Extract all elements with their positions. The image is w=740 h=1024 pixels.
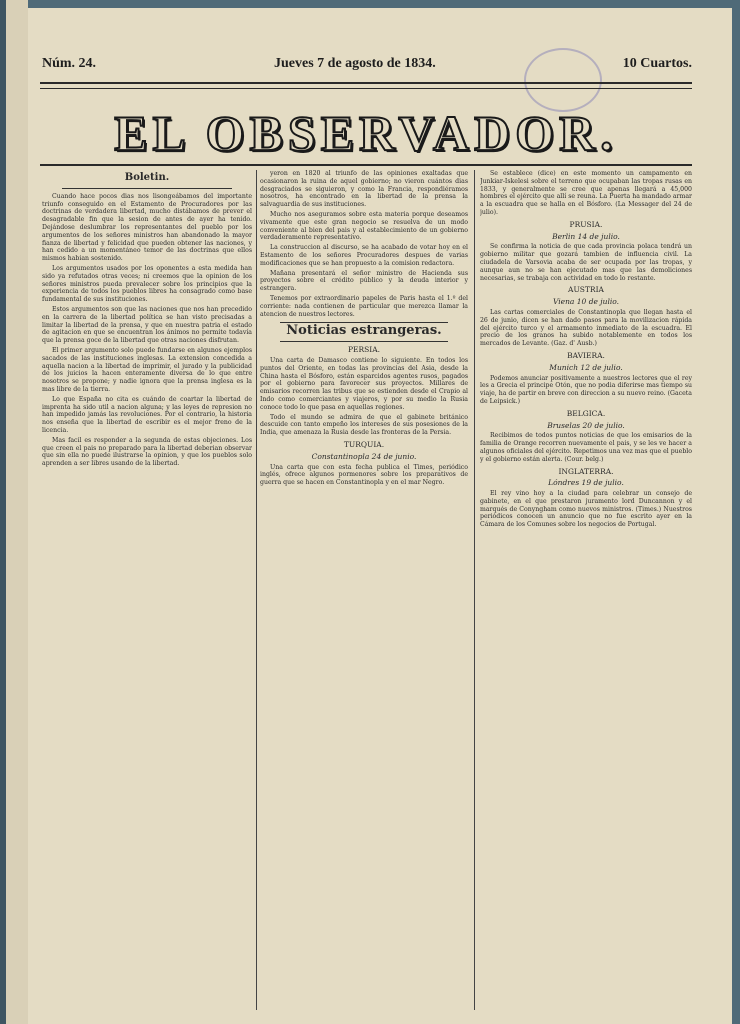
paragraph: Tenemos por extraordinario papeles de Paris hasta el 1.º del corriente: nada contienen de particular que merezca llamar la atencion de nuestros lectores. <box>260 294 468 318</box>
paragraph: Cuando hace pocos dias nos lisongeábamos del importante triunfo conseguido en el Estamento de Procuradores por las doctrinas de verdadera libertad, mucho distábamos de prever el desagradable fin que la sesion de antes de ayer ha tenido. Dejándose deslumbrar los representantes del pueblo por los argumentos de los señores ministros han abandonado la mayor fianza de libertad y felicidad que pueden obtener las naciones, y han cedido a un momentáneo temor de las doctrinas que ellos mismos habian sostenido. <box>42 192 252 263</box>
section-rule <box>280 341 448 342</box>
newspaper-page <box>28 8 732 1024</box>
issue-date: Jueves 7 de agosto de 1834. <box>274 56 436 71</box>
paragraph: Los argumentos usados por los oponentes a esta medida han sido ya refutados otras veces; ni creemos que la opinion de los señores ministros pueda prevalecer sobre los principios que la experiencia de todos los pueblos libres ha consagrado como base fundamental de sus instituciones. <box>42 264 252 304</box>
section-rule <box>62 188 232 189</box>
paragraph: Estos argumentos son que las naciones que nos han precedido en la carrera de la libertad política se han visto precisadas a limitar la libertad de la prensa, y que en nuestra patria el estado de agitacion en que se encuentran los ánimos no permite todavía que la prensa goce de la libertad que otras naciones disfrutan. <box>42 305 252 345</box>
turquia-dateline: Constantinopla 24 de junio. <box>311 451 417 461</box>
paragraph: Todo el mundo se admira de que el gabinete británico descuide con tanto empeño los intereses de sus posesiones de la India, que amenaza la Rusia desde las fronteras de la Persia. <box>260 413 468 437</box>
paragraph: Se confirma la noticia de que cada provincia polaca tendrá un gobierno militar que gozará tambien de influencia civil. La ciudadela de Varsovia acaba de ser ocupada por las tropas, y aunque aun no se han ejecutado mas que las demoliciones necesarias, se trabaja con actividad en todo lo restante. <box>480 243 692 282</box>
turquia-heading: TURQUIA. <box>343 439 385 449</box>
paragraph: Mucho nos aseguramos sobre esta materia porque deseamos vivamente que este gran negocio se resuelva de un modo conveniente al bien del pais y al establecimiento de un gobierno verdaderamente representativo. <box>260 210 468 242</box>
inglaterra-heading: INGLATERRA. <box>558 466 614 476</box>
belgica-heading: BELGICA. <box>566 408 606 418</box>
paragraph: Lo que España no cita es cuándo de coartar la libertad de imprenta ha sido util a nacion alguna; y las leyes de represion no han impedido jamás las revoluciones. Por el contrario, la historia nos enseña que la libertad de escribir es el mejor freno de la licencia. <box>42 395 252 434</box>
column-3 <box>480 170 692 1010</box>
persia-heading: PERSIA. <box>347 345 381 355</box>
masthead-rule-top-thin <box>40 88 692 89</box>
paragraph: Podemos anunciar positivamente a nuestros lectores que el rey les a Grecia el principe Otón, que no podia diferirse mas tiempo su viaje, ha de partir en breve con direccion a su nuevo reino. (Gaceta de Leipsick.) <box>480 374 692 405</box>
paragraph: Recibimos de todos puntos noticias de que los emisarios de la familia de Orange recorren nuevamente el pais, y se les ve hacer a algunos oficiales del ejército. Repetimos una vez mas que el pueblo y el gobierno están alerta. (Cour. belg.) <box>480 432 692 463</box>
austria-dateline: Viena 10 de julio. <box>552 297 620 307</box>
paragraph: Se establece (dice) en este momento un campamento en Junkiar-Iskelesi sobre el terreno que ocupaban las tropas rusas en 1833, y generalmente se cree que apenas llegará a 45,000 hombres el ejército que allí se reuna. La Puerta ha mandado armar a la escuadra que se halla en el Bósforo. (La Messager del 24 de julio). <box>480 170 692 216</box>
paragraph: yeron en 1820 al triunfo de las opiniones exaltadas que ocasionaron la ruina de aquel gobierno; no vieron cuántos dias desgraciados se siguieron, y como la Francia, respondiéramos nosotros, ha encontrado en la libertad de la prensa la salvaguardia de sus instituciones. <box>260 170 468 209</box>
paragraph: El primer argumento solo puede fundarse en algunos ejemplos sacados de las instituciones inglesas. La extension concedida a aquella nacion a la libertad de imprimir, el jurado y la publicidad de los juicios la hacen enteramente diversa de lo que entre nosotros se propone; y nadie ignora que la prensa inglesa es la mas libre de la tierra. <box>42 346 252 393</box>
belgica-dateline: Bruselas 20 de julio. <box>547 420 625 430</box>
paragraph: Las cartas comerciales de Constantinopla que llegan hasta el 26 de junio, dicen se han dado pasos para la movilizacion rápida del ejército turco y el armamento inmediato de la escuadra. El precio de los granos ha subido notablemente en todos los mercados de Levante. (Gaz. d' Ausb.) <box>480 308 692 348</box>
previous-page-edge <box>6 0 28 1024</box>
column-divider-1 <box>256 170 257 1010</box>
paragraph: Una carta de Damasco contiene lo siguiente. En todos los puntos del Oriente, en todas las provincias del Asia, desde la China hasta el Bósforo, están esparcidos agentes rusos, pagados por el gobierno para favorecer sus proyectos. Millares de emisarios recorren las tribus que se estienden desde el Crapio al Indo como comerciantes y viajeros, y por su medio la Rusia conoce todo lo que pasa en aquellas regiones. <box>260 356 468 411</box>
paragraph: El rey vino hoy a la ciudad para celebrar un consejo de gabinete, en el que prestaron juramento lord Duncannon y el marqués de Conyngham como nuevos ministros. (Times.) Nuestros periódicos conocen un anuncio que no fue escrito ayer en la Cámara de los Comunes sobre los negocios de Portugal. <box>480 490 692 529</box>
column-1 <box>42 170 252 1010</box>
austria-heading: AUSTRIA <box>568 285 604 295</box>
newspaper-title: EL OBSERVADOR. <box>114 105 618 161</box>
paragraph: Mas facil es responder a la segunda de estas objeciones. Los que creen el pais no preparado para la libertad deberian observar que sin ella no puede ilustrarse la opinion, y que los pueblos solo aprenden a ser libres usando de la libertad. <box>42 436 252 468</box>
prusia-heading: PRUSIA. <box>569 219 603 229</box>
column-2 <box>260 170 468 1010</box>
paragraph: La construccion al discurso, se ha acabado de votar hoy en el Estamento de los señores Procuradores despues de varias modificaciones que se han propuesto a la comision redactora. <box>260 244 468 267</box>
baviera-dateline: Munich 12 de julio. <box>549 362 623 372</box>
masthead-rule-top <box>40 82 692 84</box>
paragraph: Una carta que con esta fecha publica el Times, periódico inglés, ofrece algunos pormenores sobre los preparativos de guerra que se hacen en Constantinopla y en el mar Negro. <box>260 463 468 487</box>
baviera-heading: BAVIERA. <box>567 350 605 360</box>
issue-price: 10 Cuartos. <box>622 56 692 71</box>
prusia-dateline: Berlin 14 de julio. <box>552 231 620 241</box>
inglaterra-dateline: Lóndres 19 de julio. <box>548 478 624 488</box>
issue-number: Núm. 24. <box>42 56 97 71</box>
paragraph: Mañana presentará el señor ministro de Hacienda sus proyectos sobre el crédito público y la deuda interior y estrangera. <box>260 269 468 293</box>
foreign-news-heading: Noticias estrangeras. <box>286 323 442 339</box>
masthead-rule-bottom <box>40 164 692 166</box>
column-divider-2 <box>474 170 475 1010</box>
boletin-heading: Boletin. <box>124 172 170 183</box>
